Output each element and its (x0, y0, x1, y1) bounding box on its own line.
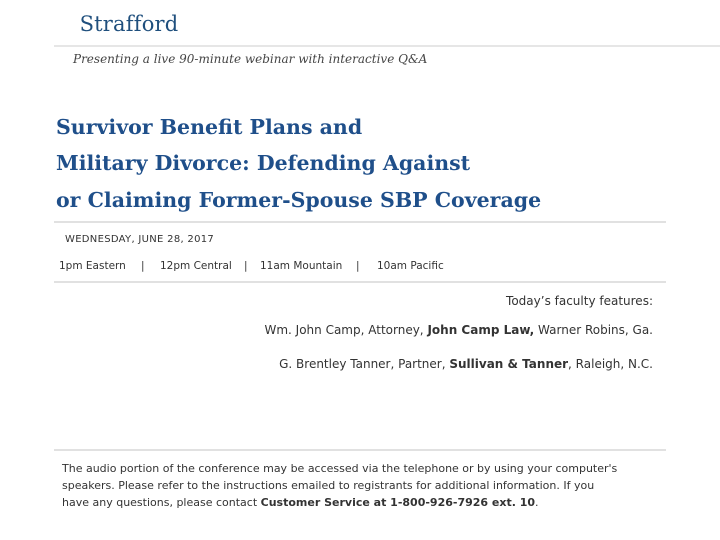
event-date: WEDNESDAY, JUNE 28, 2017 (65, 234, 215, 245)
faculty-member (279, 357, 653, 371)
faculty-location: , Raleigh, N.C. (568, 357, 653, 371)
webinar-tagline: Presenting a live 90-minute webinar with interactive Q&A (73, 52, 428, 66)
customer-service-contact: Customer Service at 1-800-926-7926 ext. 10 (260, 496, 536, 509)
audio-notice-prefix: have any questions, please contact (62, 496, 261, 509)
audio-notice (62, 460, 662, 511)
audio-notice-line: The audio portion of the conference may be accessed via the telephone or by using your computer's (62, 462, 618, 475)
faculty-name-role: Wm. John Camp, Attorney, (264, 323, 428, 337)
time-pacific: 10am Pacific (377, 260, 444, 272)
footer-divider (54, 449, 666, 451)
faculty-member (264, 323, 653, 337)
times-divider (54, 281, 666, 283)
faculty-name-role: G. Brentley Tanner, Partner, (279, 357, 450, 371)
title-divider (54, 221, 666, 223)
strafford-logo: Strafford (79, 12, 179, 36)
time-separator: | (141, 260, 145, 272)
time-separator: | (244, 260, 248, 272)
faculty-heading: Today’s faculty features: (506, 294, 653, 308)
faculty-firm: Sullivan & Tanner (449, 357, 569, 371)
header-divider (54, 45, 720, 47)
faculty-firm: John Camp Law, (427, 323, 535, 337)
title-line-3: or Claiming Former-Spouse SBP Coverage (56, 188, 542, 212)
audio-notice-line: speakers. Please refer to the instructions emailed to registrants for additional information. If you (62, 479, 595, 492)
audio-notice-line (62, 494, 662, 511)
faculty-location: Warner Robins, Ga. (534, 323, 653, 337)
time-central: 12pm Central (160, 260, 232, 272)
time-separator: | (356, 260, 360, 272)
time-mountain: 11am Mountain (260, 260, 343, 272)
title-line-1: Survivor Benefit Plans and (56, 115, 363, 139)
title-line-2: Military Divorce: Defending Against (56, 151, 471, 175)
audio-notice-suffix: . (535, 496, 539, 509)
time-eastern: 1pm Eastern (59, 260, 126, 272)
